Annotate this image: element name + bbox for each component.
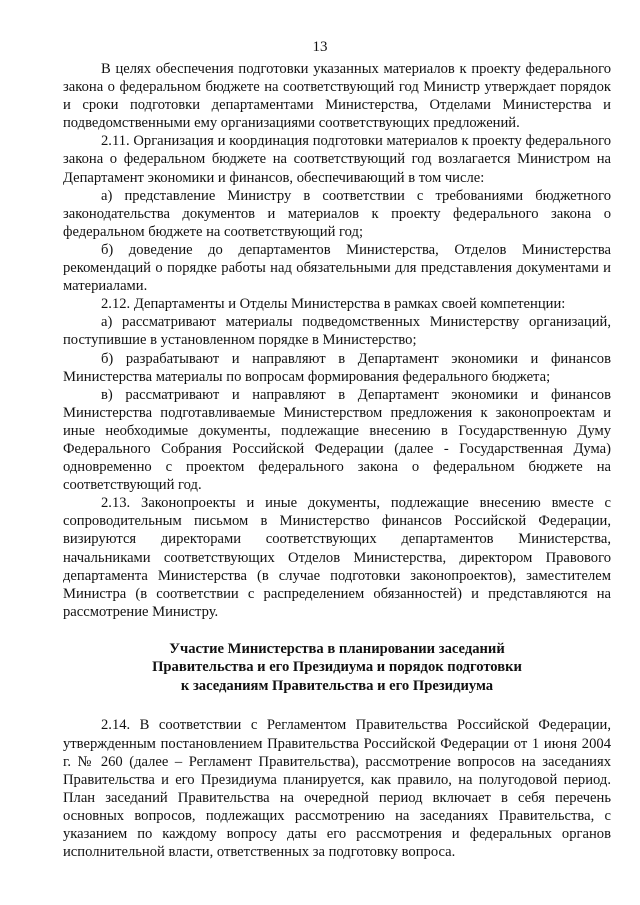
paragraph-2-12-a: а) рассматривают материалы подведомственных Министерству организаций, поступившие в установленном порядке в Министерство; [63, 314, 611, 349]
paragraph-preparation-order: В целях обеспечения подготовки указанных материалов к проекту федерального закона о федеральном бюджете на соответствующий год Министр утверждает порядок и сроки подготовки департаментами Министерства, Отделами Министерства и подведомственными ему организациями соответствующих предложений. [63, 61, 611, 132]
paragraph-2-11: 2.11. Организация и координация подготовки материалов к проекту федерального закона о федеральном бюджете на соответствующий год возлагается Министром на Департамент экономики и финансов, обеспечивающий в том числе: [63, 133, 611, 186]
section-heading [63, 640, 611, 696]
document-body [63, 60, 611, 861]
paragraph-2-12-v: в) рассматривают и направляют в Департамент экономики и финансов Министерства подготавливаемые Министерством предложения к законопроектам и иные необходимые документы, подлежащие внесению в Государственную Думу Федерального Собрания Российской Федерации (далее - Государственная Дума) одновременно с проектом федерального закона о федеральном бюджете на соответствующий год. [63, 386, 611, 494]
paragraph-2-12-b: б) разрабатывают и направляют в Департамент экономики и финансов Министерства материалы по вопросам формирования федерального бюджета; [63, 350, 611, 385]
paragraph-2-11-b: б) доведение до департаментов Министерства, Отделов Министерства рекомендаций о порядке работы над обязательными для представления документами и материалами. [63, 241, 611, 295]
page-number: 13 [312, 39, 328, 55]
paragraph-2-13: 2.13. Законопроекты и иные документы, подлежащие внесению вместе с сопроводительным письмом в Министерство финансов Российской Федерации, визируются директорами соответствующих департаментов Министерства, начальниками соответствующих Отделов Министерства, директором Правового департамента Министерства (в случае подготовки законопроектов), заместителем Министра (в соответствии с распределением обязанностей) и представляются на рассмотрение Министру. [63, 495, 611, 620]
section-heading-line: к заседаниям Правительства и его Президиума [180, 677, 494, 694]
section-heading-line: Правительства и его Президиума и порядок подготовки [152, 659, 522, 676]
section-heading-line: Участие Министерства в планировании заседаний [169, 640, 505, 657]
paragraph-2-12: 2.12. Департаменты и Отделы Министерства в рамках своей компетенции: [101, 296, 566, 313]
paragraph-2-11-a: а) представление Министру в соответствии с требованиями бюджетного законодательства документов и материалов к проекту федерального закона о федеральном бюджете на соответствующий год; [63, 187, 611, 240]
paragraph-2-14: 2.14. В соответствии с Регламентом Правительства Российской Федерации, утвержденным постановлением Правительства Российской Федерации от 1 июня 2004 г. № 260 (далее – Регламент Правительства), рассмотрение вопросов на заседаниях Правительства и его Президиума планируется, как правило, на полугодовой период. План заседаний Правительства на очередной период включает в себя перечень основных вопросов, подлежащих рассмотрению на заседаниях Правительства, с указанием по каждому вопросу даты его рассмотрения и федеральных органов исполнительной власти, ответственных за подготовку вопроса. [63, 717, 611, 861]
